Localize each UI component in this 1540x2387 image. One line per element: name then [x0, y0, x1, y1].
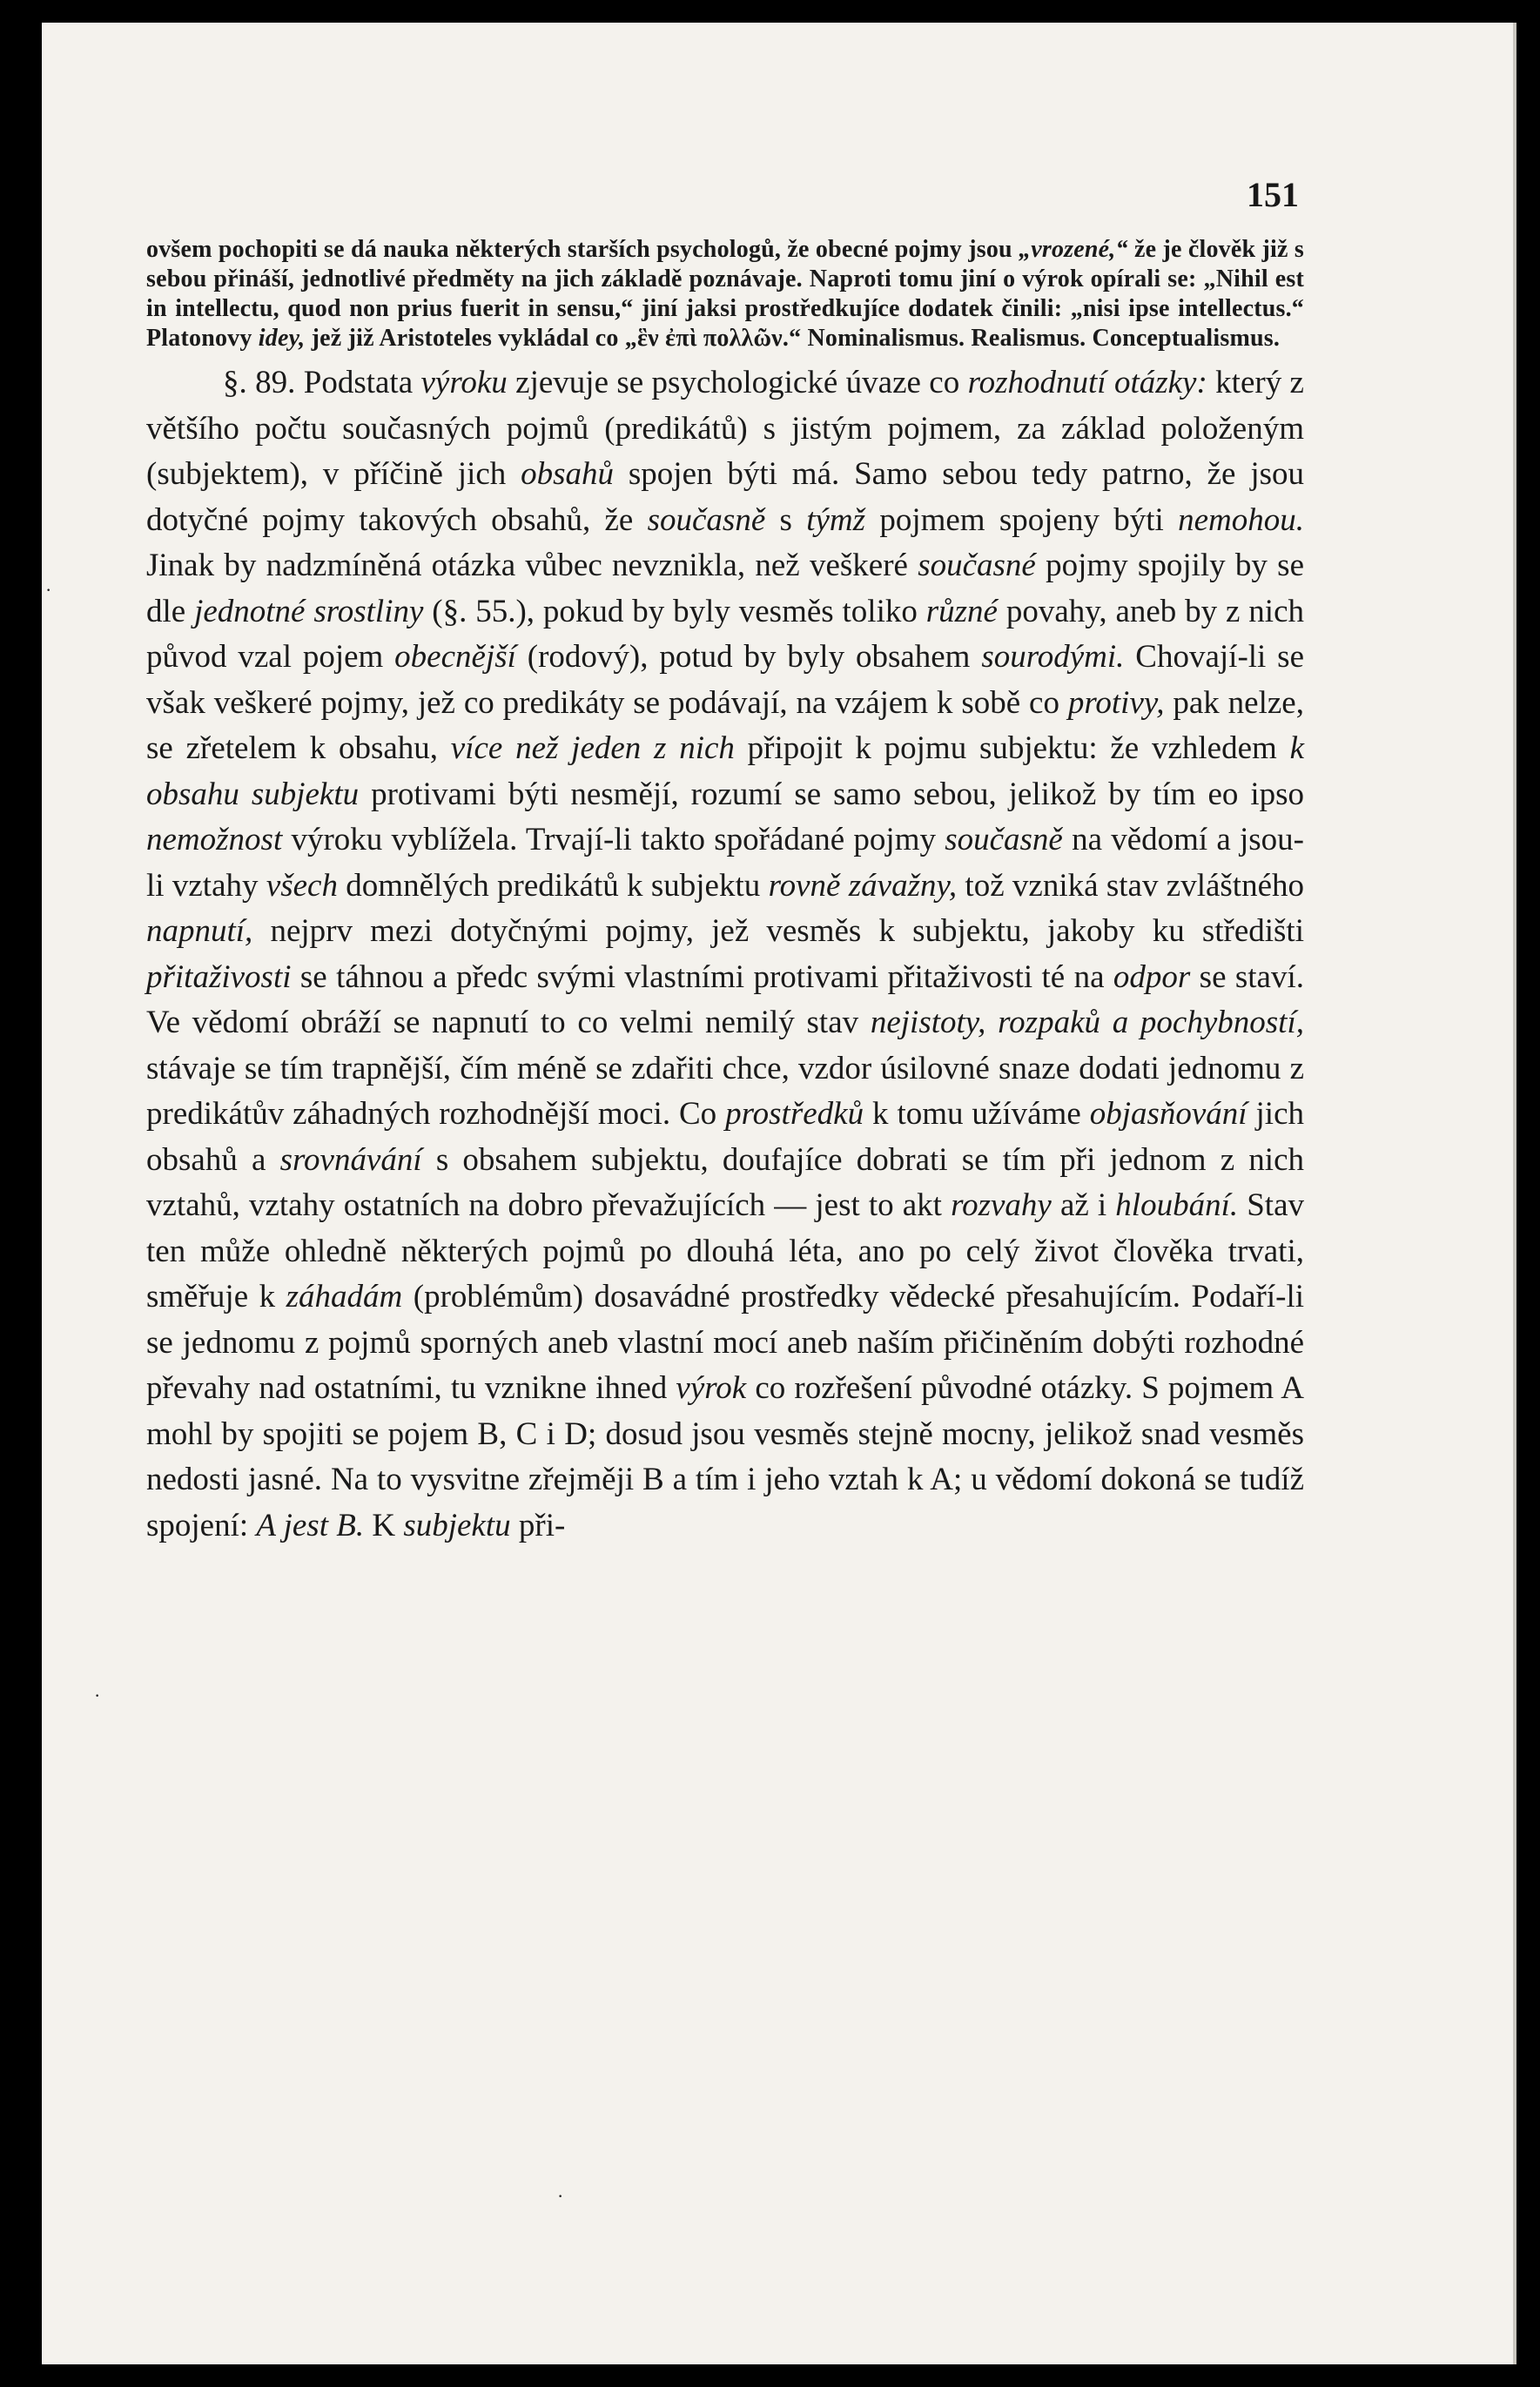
page-edge	[1513, 23, 1516, 2364]
ink-speck: ·	[557, 2185, 564, 2207]
page-body	[146, 235, 1304, 1549]
paragraph-continuation: ovšem pochopiti se dá nauka některých starších psychologů, že obecné pojmy jsou „vrozené,“ že je člověk již s sebou přináší, jednotlivé předměty na jich základě poznávaje. Naproti tomu jiní o výrok opírali se: „Nihil est in intellectu, quod non prius fuerit in sensu,“ jiní jaksi prostředkujíce dodatek činili: „nisi ipse intellectus.“ Platonovy idey, jež již Aristoteles vykládal co „ἓν ἐπὶ πολλῶν.“ Nominalismus. Realismus. Conceptualismus.	[146, 236, 1304, 352]
margin-dot: ·	[45, 579, 52, 601]
page-number: 151	[1247, 175, 1299, 214]
margin-dot: ·	[94, 1684, 101, 1706]
paragraph-section-89: §. 89. Podstata výroku zjevuje se psychologické úvaze co rozhodnutí otázky: který z většího počtu současných pojmů (predikátů) s jistým pojmem, za základ položeným (subjektem), v příčině jich obsahů spojen býti má. Samo sebou tedy patrno, že jsou dotyčné pojmy takových obsahů, že současně s týmž pojmem spojeny býti nemohou. Jinak by nadzmíněná otázka vůbec nevznikla, než veškeré současné pojmy spojily by se dle jednotné srostliny (§. 55.), pokud by byly vesměs toliko různé povahy, aneb by z nich původ vzal pojem obecnější (rodový), potud by byly obsahem sourodými. Chovají-li se však veškeré pojmy, jež co predikáty se podávají, na vzájem k sobě co protivy, pak nelze, se zřetelem k obsahu, více než jeden z nich připojit k pojmu subjektu: že vzhledem k obsahu subjektu protivami býti nesmějí, rozumí se samo sebou, jelikož by tím eo ipso nemožnost výroku vyblížela. Trvají-li takto spořádané pojmy současně na vědomí a jsou-li vztahy všech domnělých predikátů k subjektu rovně závažny, tož vzniká stav zvláštného napnutí, nejprv mezi dotyčnými pojmy, jež vesměs k subjektu, jakoby ku středišti přitaživosti se táhnou a předc svými vlastními protivami přitaživosti té na odpor se staví. Ve vědomí obráží se napnutí to co velmi nemilý stav nejistoty, rozpaků a pochybností, stávaje se tím trapnější, čím méně se zdařiti chce, vzdor úsilovné snaze dodati jednomu z predikátův záhadných rozhodnější moci. Co prostředků k tomu užíváme objasňování jich obsahů a srovnávání s obsahem subjektu, doufajíce dobrati se tím při jednom z nich vztahů, vztahy ostatních na dobro převažujících — jest to akt rozvahy až i hloubání. Stav ten může ohledně některých pojmů po dlouhá léta, ano po celý život člověka trvati, směřuje k záhadám (problémům) dosavádné prostředky vědecké přesahujícím. Podaří-li se jednomu z pojmů sporných aneb vlastní mocí aneb naším přičiněním dobýti rozhodné převahy nad ostatními, tu vznikne ihned výrok co rozřešení původné otázky. S pojmem A mohl by spojiti se pojem B, C i D; dosud jsou vesměs stejně mocny, jelikož snad vesměs nedosti jasné. Na to vysvitne zřejměji B a tím i jeho vztah k A; u vědomí dokoná se tudíž spojení: A jest B. K subjektu při-	[146, 365, 1305, 1543]
